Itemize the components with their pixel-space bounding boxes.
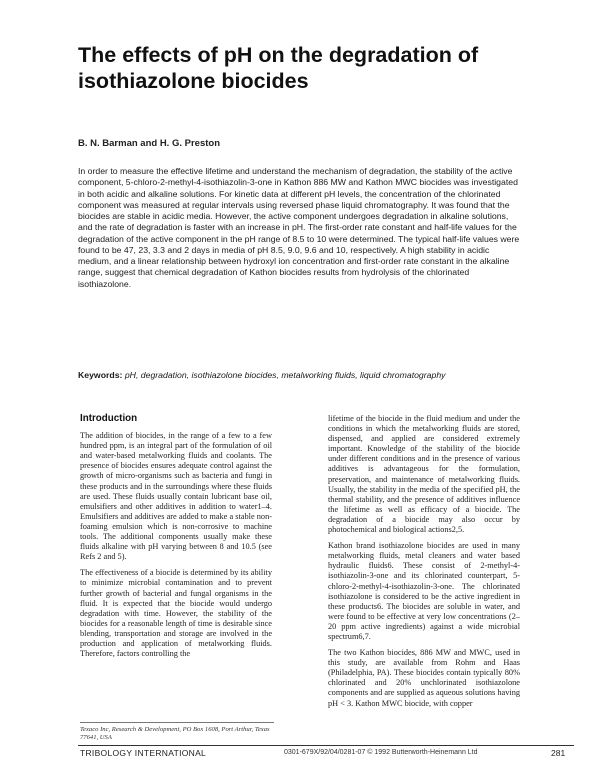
body-paragraph: The addition of biocides, in the range of a few to a few hundred ppm, is an integral part of the formulation of oil and water-based metalworking fluids and coolants. The presence of biocides ensures adequate control against the growth of micro-organisms such as bacteria and fungi in these products and in the surroundings where these fluids are used. These fluids usually contain lubricant base oil, emulsifiers and other additives in addition to water1–4. Emulsifiers and additives are added to make a stable non-foaming emulsion which is non-corrosive to machine tools. The additional components usually make these fluids alkaline with pH varying between 8 and 10.5 (see Refs 2 and 5). [80,431,272,562]
article-title: The effects of pH on the degradation of isothiazolone biocides [78,43,479,93]
author-affiliation-footnote: Texaco Inc, Research & Development, PO Box 1608, Port Arthur, Texas 77641, USA [80,722,274,742]
keywords-list: pH, degradation, isothiazolone biocides, metalworking fluids, liquid chromatography [124,370,446,380]
keywords-line [78,370,520,381]
section-heading-introduction: Introduction [80,413,138,424]
body-paragraph: The effectiveness of a biocide is determined by its ability to minimize microbial contamination and to prevent further growth of bacterial and fungal organisms in the fluid. It is expected that the biocide would undergo degradation with time. However, the stability of the biocides for a reasonable length of time is desirable since blending, transportation and storage are involved in the production and application of metalworking fluids. Therefore, factors controlling the [80,568,272,659]
body-column-right [328,414,520,715]
page-number: 281 [551,748,566,758]
footer-divider [78,745,574,746]
article-authors: B. N. Barman and H. G. Preston [78,138,220,149]
keywords-label: Keywords: [78,370,123,380]
body-column-left [80,414,272,665]
body-paragraph: Kathon brand isothiazolone biocides are used in many metalworking fluids, metal cleaners and water based hydraulic fluids6. These consist of 2-methyl-4-isothiazolin-3-one and its chlorinated counterpart, 5-chloro-2-methyl-4-isothiazolin-3-one. The chlorinated isothiazolone is considered to be the active ingredient in these products6. The biocides are soluble in water, and were found to be effective at very low concentrations (2–20 ppm active ingredients) against a wide microbial spectrum6,7. [328,541,520,641]
abstract: In order to measure the effective lifetime and understand the mechanism of degradation, the stability of the active component, 5-chloro-2-methyl-4-isothiazolin-3-one in Kathon 886 MW and Kathon MWC biocides was investigated in both acidic and alkaline solutions. For kinetic data at different pH levels, the concentration of the chlorinated component was measured at regular intervals using reversed phase liquid chromatography. It was found that the biocides are stable in acidic media. However, the active component undergoes degradation in alkaline solutions, and the rate of degradation is faster with an increase in pH. The first-order rate constant and half-life values for the degradation of the active component in the pH range of 8.5 to 10 were determined. The typical half-life values were found to be 47, 23, 3.3 and 2 days in media of pH 8.5, 9.0, 9.6 and 10, respectively. A high stability in acidic medium, and a linear relationship between hydroxyl ion concentration and first-order rate constant in the alkaline range, suggest that chemical degradation of Kathon biocides results from hydrolysis of the chlorinated isothiazolone. [78,166,520,289]
issn-copyright: 0301-679X/92/04/0281-07 © 1992 Butterworth-Heinemann Ltd [284,749,478,756]
body-paragraph: The two Kathon biocides, 886 MW and MWC, used in this study, are available from Rohm and Haas (Philadelphia, PA). These biocides contain typically 80% chlorinated and 20% unchlorinated isothiazolone components and are supplied as aqueous solutions having pH < 3. Kathon MWC biocide, with copper [328,648,520,708]
journal-name: TRIBOLOGY INTERNATIONAL [80,748,207,758]
body-paragraph: lifetime of the biocide in the fluid medium and under the conditions in which the metalworking fluids are stored, dispensed, and applied are considered extremely important. Knowledge of the stability of the biocide under different conditions and in the presence of various additives is advantageous for the formulation, preservation, and maintenance of metalworking fluids. Usually, the stability in the media of the specified pH, the thermal stability, and the presence of additives influence the lifetime as well as efficacy of a biocide. The degradation of a biocide may also occur by photochemical and biological actions2,5. [328,414,520,535]
